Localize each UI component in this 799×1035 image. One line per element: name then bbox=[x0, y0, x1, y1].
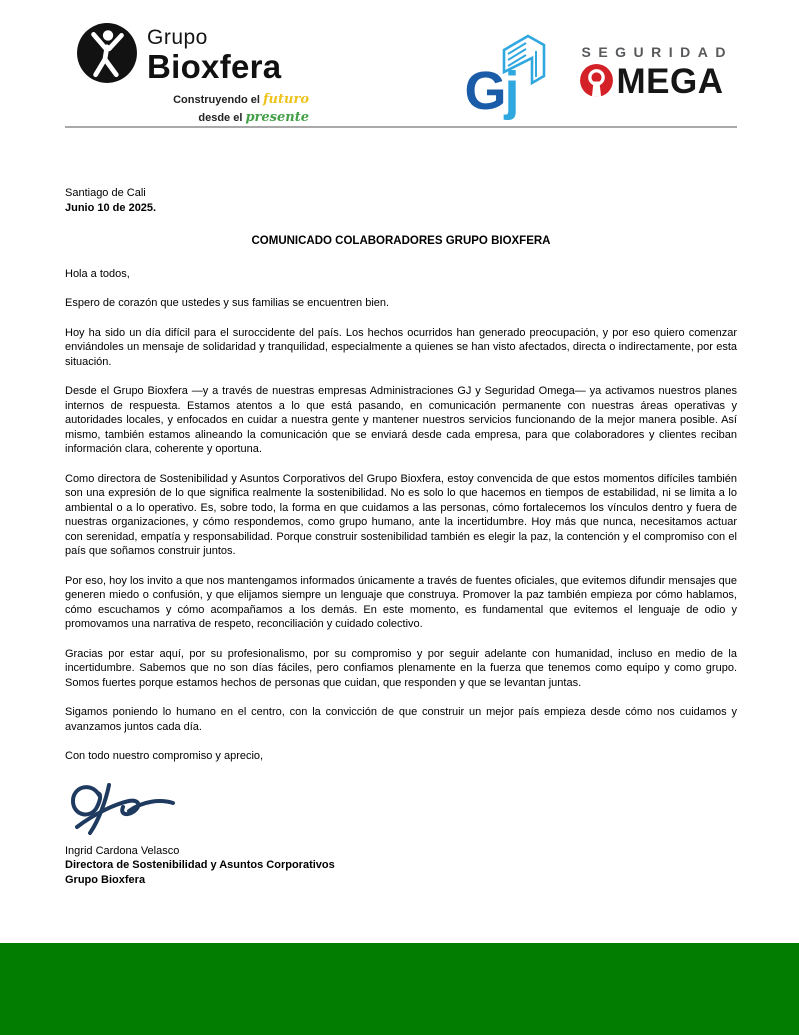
bioxfera-group-label: Grupo bbox=[147, 26, 208, 49]
signer-title: Directora de Sostenibilidad y Asuntos Corporativos bbox=[65, 859, 335, 871]
signer-company: Grupo Bioxfera bbox=[65, 873, 146, 886]
letter-title: COMUNICADO COLABORADORES GRUPO BIOXFERA bbox=[251, 235, 551, 247]
letter-paragraph: Como directora de Sostenibilidad y Asuntos Corporativos del Grupo Bioxfera, estoy convencida de que estos momentos difíciles también son una expresión de lo que significa realmente la sostenibilidad. No es solo lo que hacemos en tiempos de estabilidad, ni se limita a lo ambiental o a lo operativo. Es, sobre todo, la forma en que cuidamos a las personas, cómo fortalecemos los vínculos dentro y fuera de nuestras organizaciones, y cómo respondemos, como grupo humano, ante la incertidumbre. Hoy más que nunca, necesitamos actuar con serenidad, empatía y responsabilidad. Porque construir sostenibilidad también es elegir la paz, la contención y el compromiso con el país que soñamos construir juntos. bbox=[65, 472, 737, 557]
tagline-accent-futuro: futuro bbox=[262, 92, 309, 107]
omega-wordmark bbox=[578, 63, 723, 100]
letter-city: Santiago de Cali bbox=[65, 187, 146, 199]
gj-letters bbox=[464, 61, 518, 121]
letter-paragraph: Hoy ha sido un día difícil para el suroccidente del país. Los hechos ocurridos han generado preocupación, y por eso quiero comenzar enviándoles un mensaje de solidaridad y tranquilidad, especialmente a quienes se han visto afectados, directa o indirectamente, por esta situación. bbox=[65, 326, 737, 368]
letter-closing: Con todo nuestro compromiso y aprecio, bbox=[65, 750, 264, 762]
omega-wordmark-rest: MEGA bbox=[616, 62, 724, 101]
header-divider bbox=[65, 126, 737, 128]
letter-date: Junio 10 de 2025. bbox=[65, 201, 157, 214]
bioxfera-brand-name: Bioxfera bbox=[147, 48, 282, 85]
seguridad-label: SEGURIDAD bbox=[581, 44, 733, 60]
gj-letter-g: G bbox=[464, 61, 505, 121]
letter-greeting: Hola a todos, bbox=[65, 267, 130, 280]
omega-icon bbox=[578, 63, 615, 100]
letter-body bbox=[65, 186, 737, 887]
letter-paragraph: Por eso, hoy los invito a que nos mantengamos informados únicamente a través de fuentes oficiales, que evitemos difundir mensajes que generen miedo o confusión, y que elijamos siempre un lenguaje que construya. Promover la paz también empieza por cómo hablamos, cómo escuchamos y cómo acompañamos a los demás. En este momento, es fundamental que evitemos el lenguaje de odio y promovamos una narrativa de respeto, reconciliación y cuidado colectivo. bbox=[65, 574, 737, 630]
letter-paragraph: Gracias por estar aquí, por su profesionalismo, por su compromiso y por seguir adelante con humanidad, incluso en medio de la incertidumbre. Sabemos que no son días fáciles, pero confiamos plenamente en la fuerza que tenemos como equipo y como grupo. Somos fuertes porque estamos hechos de personas que cuidan, que responden y que se levantan juntas. bbox=[65, 647, 737, 689]
bioxfera-person-icon bbox=[76, 22, 138, 84]
bioxfera-wordmark bbox=[147, 22, 281, 83]
bioxfera-logo bbox=[76, 22, 309, 126]
letter-paragraph: Espero de corazón que ustedes y sus familias se encuentren bien. bbox=[65, 297, 390, 309]
tagline-prefix1: Construyendo el bbox=[173, 94, 260, 106]
partner-logos bbox=[464, 30, 733, 121]
signer-name: Ingrid Cardona Velasco bbox=[65, 844, 180, 857]
letter-paragraph: Sigamos poniendo lo humano en el centro, con la convicción de que construir un mejor país empieza desde cómo nos cuidamos y avanzamos juntos cada día. bbox=[65, 706, 737, 733]
letterhead bbox=[0, 0, 799, 127]
letter-paragraph: Desde el Grupo Bioxfera —y a través de nuestras empresas Administraciones GJ y Seguridad Omega— ya activamos nuestros planes internos de respuesta. Estamos atentos a lo que está pasando, en comunicación permanente con nuestras áreas operativas y autoridades locales, y enfocados en cuidar a nuestra gente y mantener nuestros servicios funcionando de la mejor manera posible. Así mismo, también estamos alineando la comunicación que se enviará desde cada empresa, para que colaboradores y clientes reciban información clara, coherente y oportuna. bbox=[65, 385, 737, 455]
bioxfera-tagline bbox=[131, 91, 309, 126]
seguridad-omega-logo bbox=[578, 44, 733, 100]
footer-green-bar bbox=[0, 943, 799, 1035]
gj-logo bbox=[464, 30, 554, 121]
signature bbox=[65, 778, 737, 840]
gj-letter-j: j bbox=[504, 61, 518, 121]
tagline-accent-presente: presente bbox=[245, 109, 309, 125]
tagline-prefix2: desde el bbox=[198, 111, 243, 124]
